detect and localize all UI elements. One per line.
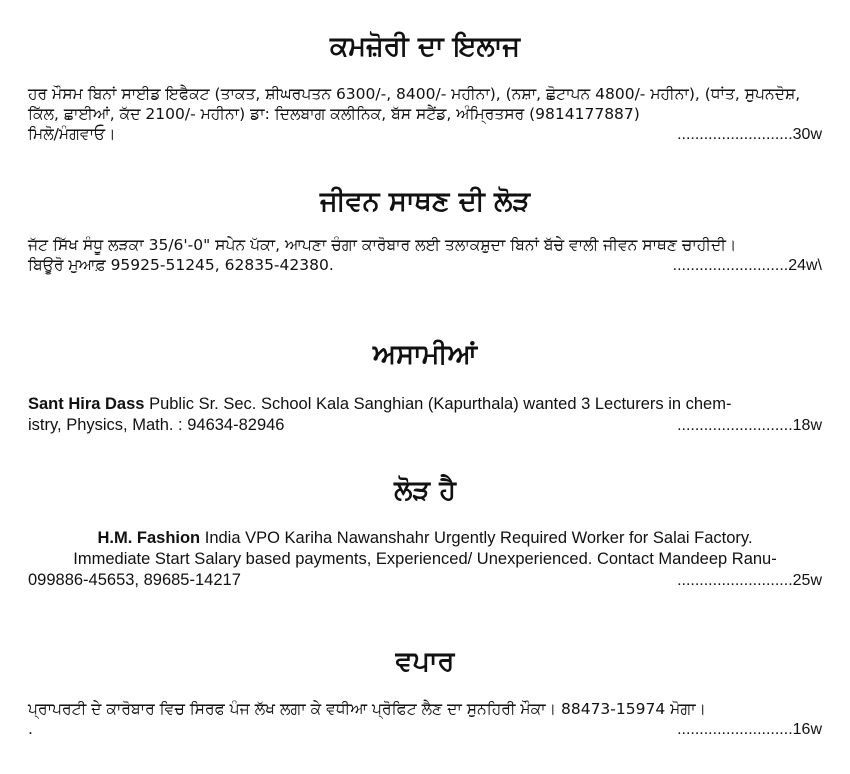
classified-section-business xyxy=(28,645,822,739)
ad-text: ਪ੍ਰਾਪਰਟੀ ਦੇ ਕਾਰੋਬਾਰ ਵਿਚ ਸਿਰਫ ਪੰਜ ਲੱਖ ਲਗਾ ਕੇ ਵਧੀਆ ਪ੍ਰੋਫਿਟ ਲੈਣ ਦਾ ਸੁਨਹਿਰੀ ਮੌਕਾ। 88473-15974 ਮੋਗਾ। xyxy=(28,700,706,718)
ad-footer xyxy=(28,255,822,275)
ad-text-tail: ਮਿਲੋ/ਮੰਗਵਾਓ। xyxy=(28,125,116,143)
ad-footer xyxy=(28,415,822,436)
section-heading: ਲੋੜ ਹੈ xyxy=(394,475,456,506)
ad-text xyxy=(28,394,822,415)
ad-body: India VPO Kariha Nawanshahr Urgently Required Worker for Salai Factory. xyxy=(204,529,753,547)
ad-code: ..........................16w xyxy=(677,721,822,738)
ad-text-tail: ਬਿਊਰੋ ਮੁਆਫ਼ 95925-51245, 62835-42380. xyxy=(28,256,334,274)
ad-text-tail: . xyxy=(28,720,33,738)
section-heading: ਅਸਾਮੀਆਂ xyxy=(372,339,478,370)
ad-text: ਜੱਟ ਸਿੱਖ ਸੰਧੂ ਲੜਕਾ 35/6'-0" ਸਪੇਨ ਪੱਕਾ, ਆਪਣਾ ਚੰਗਾ ਕਾਰੋਬਾਰ ਲਈ ਤਲਾਕਸ਼ੁਦਾ ਬਿਨਾਂ ਬੱਚੇ ਵਾਲੀ ਜੀਵਨ ਸਾਥਣ ਚਾਹੀਦੀ। xyxy=(28,236,737,254)
ad-text xyxy=(28,528,822,549)
ad-footer xyxy=(28,719,822,739)
classified-section-weakness xyxy=(28,30,822,144)
ad-code: ..........................30w xyxy=(677,126,822,143)
ad-footer xyxy=(28,570,822,591)
classified-section-matrimonial xyxy=(28,185,822,275)
ad-text-tail: 099886-45653, 89685-14217 xyxy=(28,571,241,589)
section-heading: ਕਮਜ਼ੋਰੀ ਦਾ ਇਲਾਜ xyxy=(329,31,521,62)
ad-code: ..........................25w xyxy=(677,572,822,589)
ad-code: ..........................24w\ xyxy=(672,257,822,274)
section-heading: ਜੀਵਨ ਸਾਥਣ ਦੀ ਲੋੜ xyxy=(319,186,531,217)
advertiser-name: Sant Hira Dass xyxy=(28,395,145,413)
ad-text: ਹਰ ਮੌਸਮ ਬਿਨਾਂ ਸਾਈਡ ਇਫੈਕਟ (ਤਾਕਤ, ਸ਼ੀਘਰਪਤਨ 6300/-, 8400/- ਮਹੀਨਾ), (ਨਸ਼ਾ, ਛੋਟਾਪਨ 4800/- ਮਹੀਨਾ), (ਧਾਂਤ, ਸੁਪਨਦੋਸ਼, ਕਿੱਲ, ਛਾਈਆਂ, ਕੱਦ 2100/- ਮਹੀਨਾ) ਡਾ: ਦਿਲਬਾਗ ਕਲੀਨਿਕ, ਬੱਸ ਸਟੈਂਡ, ਅੰਮ੍ਰਿਤਸਰ (9814177887) xyxy=(28,85,801,123)
ad-footer xyxy=(28,124,822,144)
classified-section-vacancies xyxy=(28,338,822,436)
classified-section-required xyxy=(28,474,822,591)
ad-text-tail: istry, Physics, Math. : 94634-82946 xyxy=(28,416,285,434)
ad-text-line2: Immediate Start Salary based payments, Experienced/ Unexperienced. Contact Mandeep Ranu- xyxy=(73,550,777,568)
ad-body: Public Sr. Sec. School Kala Sanghian (Kapurthala) wanted 3 Lecturers in chem- xyxy=(149,395,732,413)
ad-code: ..........................18w xyxy=(677,417,822,434)
advertiser-name: H.M. Fashion xyxy=(97,529,201,547)
section-heading: ਵਪਾਰ xyxy=(395,646,455,677)
